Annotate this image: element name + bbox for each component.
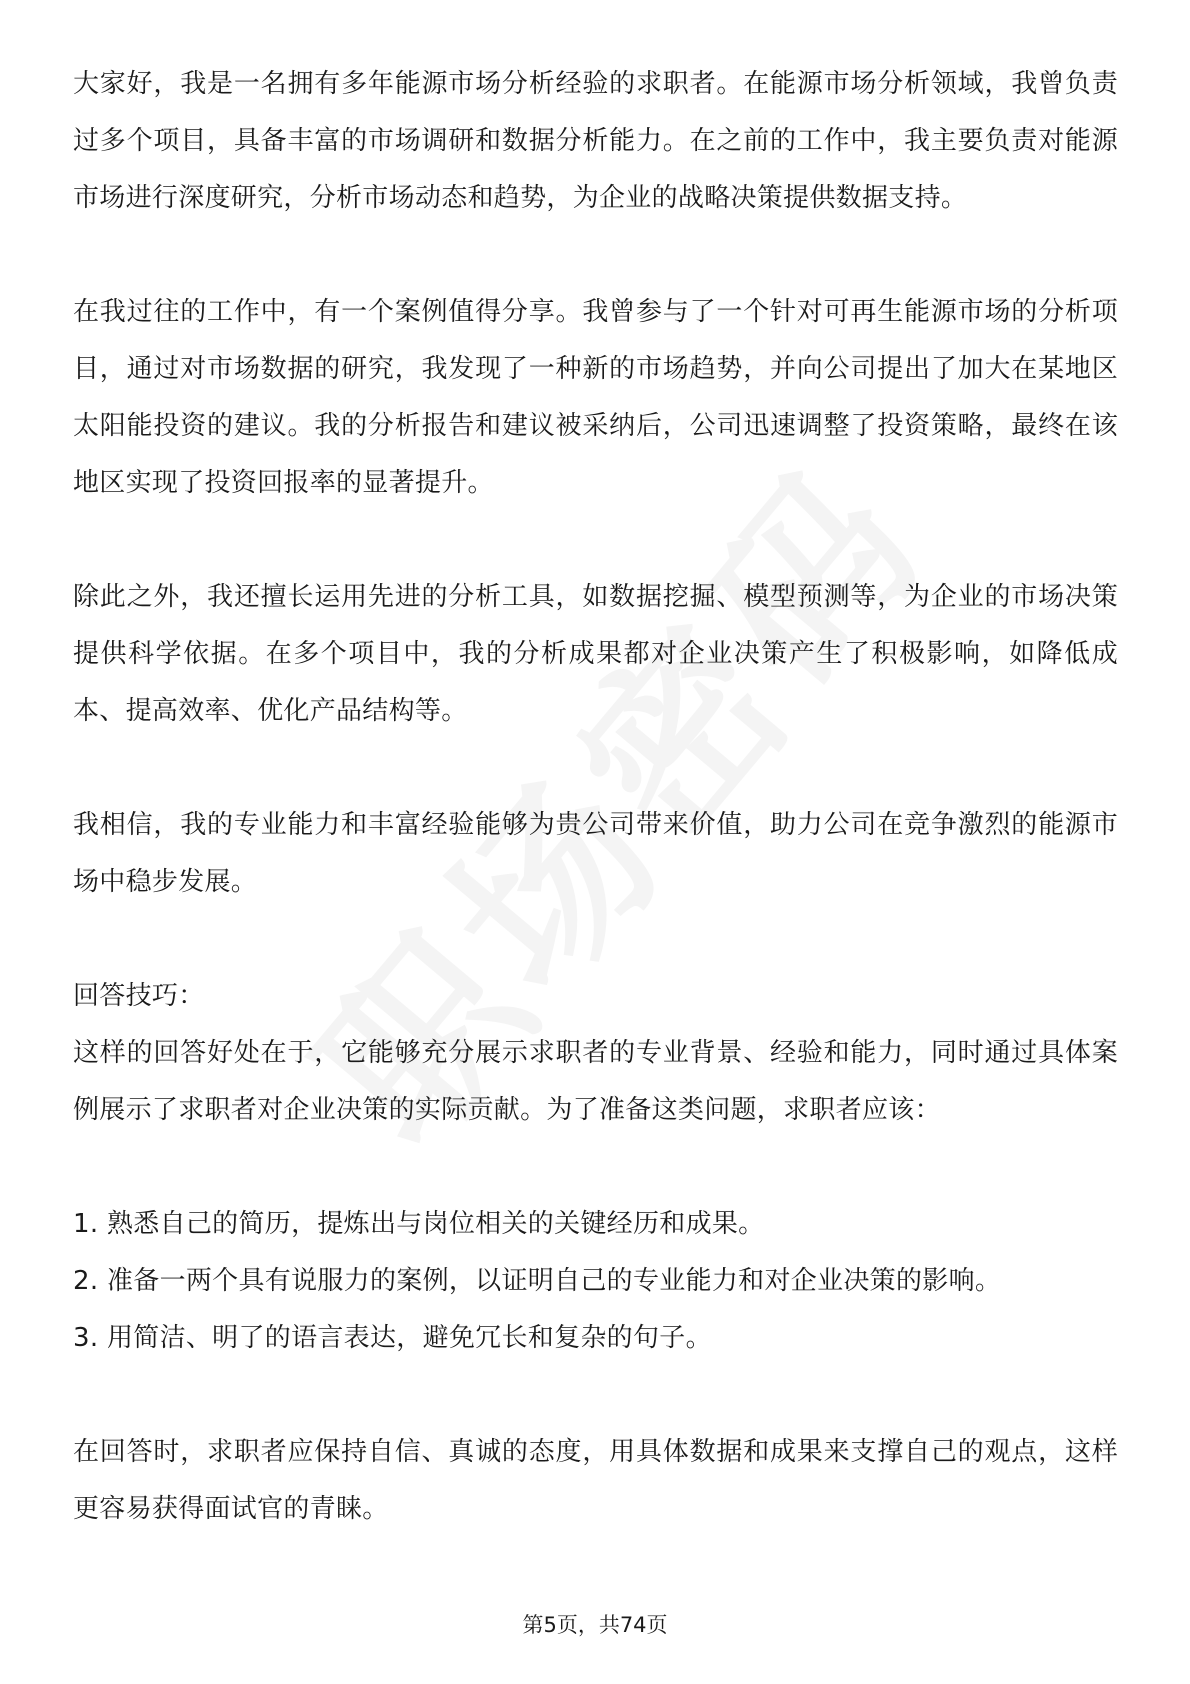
paragraph-conclusion: 我相信，我的专业能力和丰富经验能够为贵公司带来价值，助力公司在竞争激烈的能源市场中稳步发展。 xyxy=(73,810,1118,897)
paragraph-case: 在我过往的工作中，有一个案例值得分享。我曾参与了一个针对可再生能源市场的分析项目，通过对市场数据的研究，我发现了一种新的市场趋势，并向公司提出了加大在某地区太阳能投资的建议。我的分析报告和建议被采纳后，公司迅速调整了投资策略，最终在该地区实现了投资回报率的显著提升。 xyxy=(73,297,1118,498)
paragraph-skills: 除此之外，我还擅长运用先进的分析工具，如数据挖掘、模型预测等，为企业的市场决策提供科学依据。在多个项目中，我的分析成果都对企业决策产生了积极影响，如降低成本、提高效率、优化产品结构等。 xyxy=(73,582,1118,726)
tips-list-item: 2. 准备一两个具有说服力的案例，以证明自己的专业能力和对企业决策的影响。 xyxy=(73,1266,1002,1296)
tips-list-item: 1. 熟悉自己的简历，提炼出与岗位相关的关键经历和成果。 xyxy=(73,1209,765,1239)
tips-heading: 回答技巧： xyxy=(73,981,205,1011)
tips-intro: 这样的回答好处在于，它能够充分展示求职者的专业背景、经验和能力，同时通过具体案例展示了求职者对企业决策的实际贡献。为了准备这类问题，求职者应该： xyxy=(73,1038,1118,1125)
paragraph-intro: 大家好，我是一名拥有多年能源市场分析经验的求职者。在能源市场分析领域，我曾负责过多个项目，具备丰富的市场调研和数据分析能力。在之前的工作中，我主要负责对能源市场进行深度研究，分析市场动态和趋势，为企业的战略决策提供数据支持。 xyxy=(73,69,1118,213)
tips-list-item: 3. 用简洁、明了的语言表达，避免冗长和复杂的句子。 xyxy=(73,1323,712,1353)
closing-paragraph: 在回答时，求职者应保持自信、真诚的态度，用具体数据和成果来支撑自己的观点，这样更容易获得面试官的青睐。 xyxy=(73,1437,1118,1524)
page-number: 第5页，共74页 xyxy=(522,1613,668,1637)
document-body xyxy=(73,56,1118,1538)
